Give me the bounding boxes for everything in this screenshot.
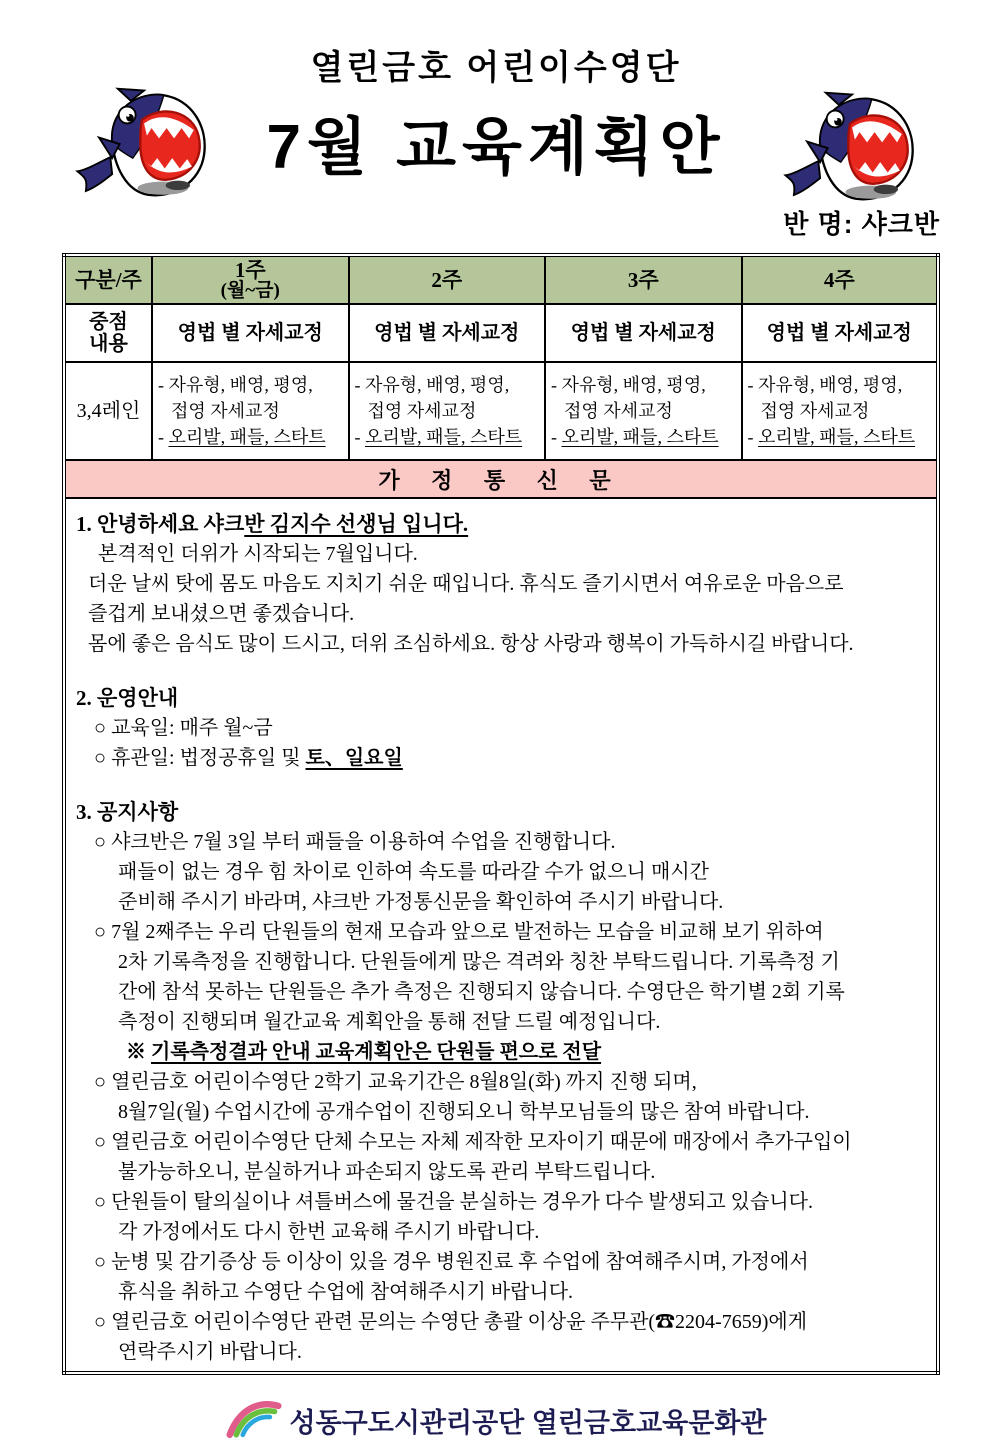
focus-cell-week4: 영법 별 자세교정	[742, 304, 939, 362]
reference-mark: ※	[126, 1041, 151, 1063]
lane-item-strokes: - 자유형, 배영, 평영,	[551, 375, 706, 395]
dash: -	[747, 427, 758, 447]
gear-underlined: 오리발, 패들, 스타트	[561, 427, 719, 447]
lane-item-gear	[551, 424, 736, 450]
closed-days-underlined: 토、일요일	[305, 747, 403, 769]
focus-label-line2: 내용	[89, 333, 128, 355]
notice-line: 간에 참석 못하는 단원들은 추가 측정은 진행되지 않습니다. 수영단은 학기별 2회 기록	[118, 981, 845, 1003]
dash: -	[354, 427, 365, 447]
week-header-4	[742, 255, 939, 304]
notice-line: 2차 기록측정을 진행합니다. 단원들에게 많은 격려와 칭찬 부탁드립니다. 기록측정 기	[118, 951, 840, 973]
notice-body	[76, 509, 924, 1367]
notice-line: 8월7일(월) 수업시간에 공개수업이 진행되오니 학부모님들의 많은 참여 바랍니다.	[118, 1101, 810, 1123]
notice-line: 몸에 좋은 음식도 많이 드시고, 더위 조심하세요. 항상 사랑과 행복이 가득하시길 바랍니다.	[88, 633, 854, 655]
notice-line	[76, 743, 924, 773]
section1-heading-underlined: 반 김지수 선생님 입니다.	[244, 512, 469, 536]
lane-cell-week2	[349, 362, 546, 460]
notice-line: ○ 단원들이 탈의실이나 셔틀버스에 물건을 분실하는 경우가 다수 발생되고 있습니다.	[94, 1191, 813, 1213]
lane-cell-week4	[742, 362, 939, 460]
section1-heading-prefix: 1. 안녕하세요 샤크	[76, 512, 245, 536]
schedule-corner-cell: 구분/주	[64, 255, 152, 304]
lane-item-strokes-cont: 접영 자세교정	[367, 401, 477, 421]
footer-org-name: 성동구도시관리공단 열린금호교육문화관	[289, 1408, 767, 1438]
notice-line: 패들이 없는 경우 힘 차이로 인하여 속도를 따라갈 수가 없으니 매시간	[118, 861, 709, 883]
focus-row-label	[64, 304, 152, 362]
lane-row-label: 3,4레인	[64, 362, 152, 460]
lane-item-strokes: - 자유형, 배영, 평영,	[158, 375, 313, 395]
notice-line: ○ 열린금호 어린이수영단 2학기 교육기간은 8월8일(화) 까지 진행 되며,	[94, 1071, 697, 1093]
notice-line: ○ 열린금호 어린이수영단 관련 문의는 수영단 총괄 이상윤 주무관(☎2204-7659)에게	[94, 1311, 808, 1333]
gear-underlined: 오리발, 패들, 스타트	[365, 427, 523, 447]
gear-underlined: 오리발, 패들, 스타트	[758, 427, 916, 447]
focus-row	[64, 304, 938, 362]
dash: -	[158, 427, 169, 447]
lane-cell-week3	[545, 362, 742, 460]
focus-label-line1: 중점	[89, 311, 128, 333]
focus-cell-week1: 영법 별 자세교정	[152, 304, 349, 362]
lane-item-strokes: - 자유형, 배영, 평영,	[747, 375, 903, 395]
lane-item-gear	[748, 424, 932, 450]
section2-heading: 2. 운영안내	[76, 686, 179, 710]
notice-band-row	[64, 460, 938, 498]
notice-line: 즐겁게 보내셨으면 좋겠습니다.	[88, 603, 355, 625]
notice-line: 휴식을 취하고 수영단 수업에 참여해주시기 바랍니다.	[118, 1281, 574, 1303]
focus-cell-week2: 영법 별 자세교정	[349, 304, 546, 362]
week-header-3	[545, 255, 742, 304]
class-name-label: 반 명:	[783, 209, 854, 239]
class-name-value: 샤크반	[861, 209, 940, 239]
page-title: 7월 교육계획안	[266, 113, 726, 182]
shark-icon	[74, 84, 216, 206]
shark-icon	[782, 88, 924, 210]
notice-body-row	[64, 498, 938, 1373]
closed-days-prefix: ○ 휴관일: 법정공휴일 및	[94, 747, 306, 769]
dash: -	[551, 427, 562, 447]
lane-item-gear	[158, 424, 343, 450]
section-gap	[76, 659, 924, 683]
week-header-line1: 2주	[431, 267, 463, 292]
lane-item-strokes-cont: 접영 자세교정	[564, 401, 673, 421]
focus-cell-week3: 영법 별 자세교정	[545, 304, 742, 362]
notice-line: 본격적인 더위가 시작되는 7월입니다.	[98, 543, 418, 565]
week-header-2	[349, 255, 546, 304]
notice-line: ○ 교육일: 매주 월~금	[94, 717, 273, 739]
week-header-line1: 3주	[627, 267, 659, 292]
lane-cell-week1	[152, 362, 349, 460]
notice-line: 준비해 주시기 바라며, 샤크반 가정통신문을 확인하여 주시기 바랍니다.	[118, 891, 724, 913]
notice-line: ○ 눈병 및 감기증상 등 이상이 있을 경우 병원진료 후 수업에 참여해주시며, 가정에서	[94, 1251, 809, 1273]
lane-item-strokes: - 자유형, 배영, 평영,	[354, 375, 510, 395]
lane-row	[64, 362, 938, 460]
week-header-1	[152, 255, 349, 304]
note-underlined: 기록측정결과 안내 교육계획안은 단원들 편으로 전달	[151, 1041, 602, 1063]
notice-line: ○ 7월 2째주는 우리 단원들의 현재 모습과 앞으로 발전하는 모습을 비교해 보기 위하여	[94, 921, 824, 943]
notice-line: 측정이 진행되며 월간교육 계획안을 통해 전달 드릴 예정입니다.	[118, 1011, 661, 1033]
schedule-table	[62, 253, 940, 1375]
org-subtitle: 열린금호 어린이수영단	[310, 49, 682, 87]
footer	[0, 1397, 992, 1444]
schedule-header-row	[64, 255, 938, 304]
section1-heading	[76, 509, 924, 539]
section3-heading: 3. 공지사항	[76, 800, 179, 824]
rainbow-arc-icon	[226, 1397, 282, 1444]
notice-line: ○ 열린금호 어린이수영단 단체 수모는 자체 제작한 모자이기 때문에 매장에서 추가구입이	[94, 1131, 852, 1153]
notice-line: 연락주시기 바랍니다.	[118, 1341, 302, 1363]
week-header-line1: 4주	[823, 267, 855, 292]
week-header-line1: 1주	[234, 258, 266, 282]
lane-item-strokes-cont: 접영 자세교정	[760, 401, 870, 421]
lane-item-strokes-cont: 접영 자세교정	[171, 401, 280, 421]
section-gap	[76, 773, 924, 797]
lane-item-gear	[355, 424, 540, 450]
notice-line: ○ 샤크반은 7월 3일 부터 패들을 이용하여 수업을 진행합니다.	[94, 831, 616, 853]
notice-line: 각 가정에서도 다시 한번 교육해 주시기 바랍니다.	[118, 1221, 540, 1243]
notice-line: 불가능하오니, 분실하거나 파손되지 않도록 관리 부탁드립니다.	[118, 1161, 656, 1183]
notice-line: 더운 날씨 탓에 몸도 마음도 지치기 쉬운 때입니다. 휴식도 즐기시면서 여유로운 마음으로	[88, 573, 844, 595]
week-header-line2: (월~금)	[220, 280, 280, 302]
gear-underlined: 오리발, 패들, 스타트	[168, 427, 326, 447]
notice-band-title: 가 정 통 신 문	[64, 460, 938, 498]
notice-note-line	[76, 1037, 924, 1067]
